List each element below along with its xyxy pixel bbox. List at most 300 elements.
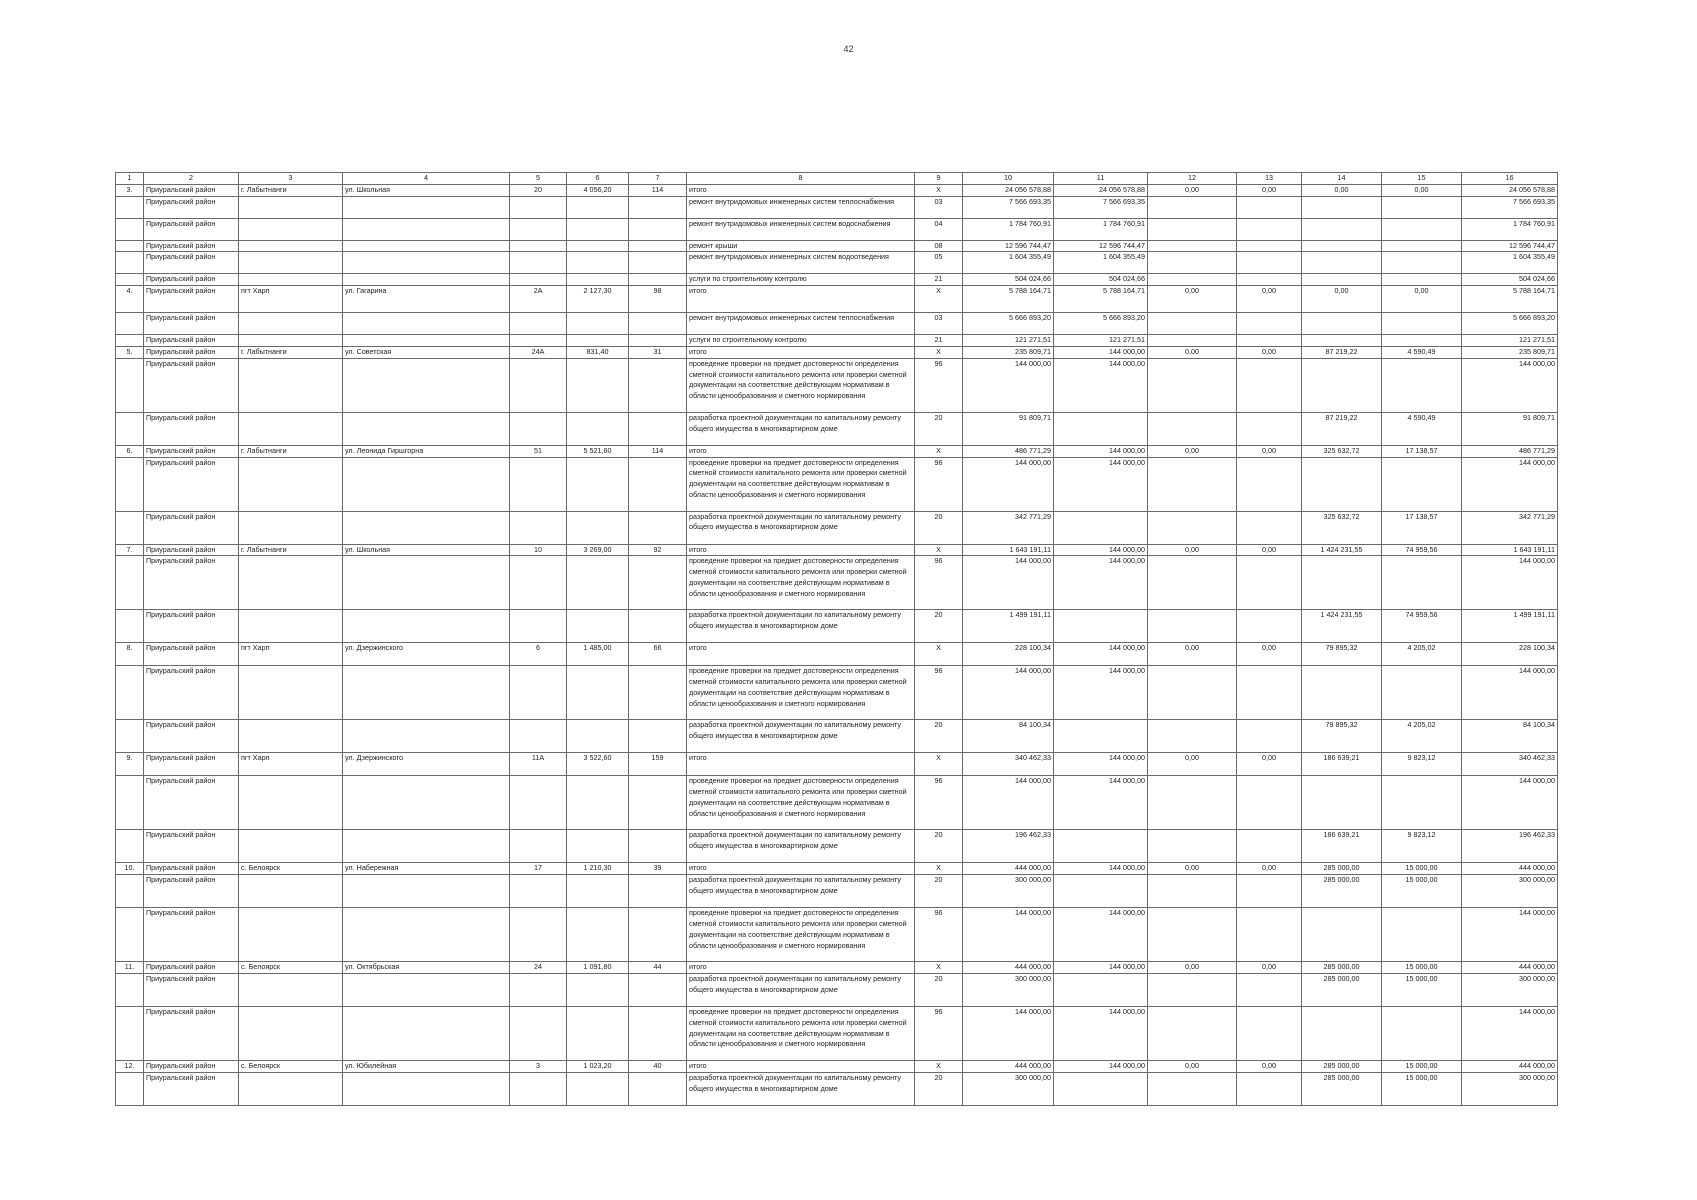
table-row <box>116 544 1558 556</box>
cell-total-cost: 144 000,00 <box>963 457 1054 511</box>
cell-work-type: проведение проверки на предмет достоверности определения сметной стоимости капитального ремонта или проверки сметной документации на соответствие действующим нормативам в области ценообразования и сметного нормирования <box>687 1006 915 1060</box>
cell-total-cost: 196 462,33 <box>963 830 1054 863</box>
cell-budget-cost-2: 0,00 <box>1237 643 1302 666</box>
cell-budget-cost-2 <box>1237 875 1302 908</box>
cell-budget-cost-1 <box>1148 1072 1237 1105</box>
column-number-2: 2 <box>144 173 239 185</box>
cell-area: 5 521,60 <box>567 445 629 457</box>
cell-residents <box>629 973 687 1006</box>
cell-residents <box>629 720 687 753</box>
cell-owners-cost: 325 632,72 <box>1302 511 1382 544</box>
cell-budget-cost-1 <box>1148 335 1237 347</box>
cell-fund-cost: 144 000,00 <box>1054 962 1148 974</box>
cell-fund-cost: 5 666 893,20 <box>1054 313 1148 335</box>
table-row <box>116 412 1558 445</box>
cell-area: 831,40 <box>567 346 629 358</box>
cell-house-number <box>510 610 567 643</box>
cell-grand-total: 444 000,00 <box>1462 863 1558 875</box>
cell-fund-cost <box>1054 511 1148 544</box>
cell-street <box>343 666 510 720</box>
cell-residents: 114 <box>629 445 687 457</box>
cell-grand-total: 24 056 578,88 <box>1462 184 1558 196</box>
cell-area: 2 127,30 <box>567 286 629 313</box>
cell-row-number: 8. <box>116 643 144 666</box>
cell-work-type: проведение проверки на предмет достоверности определения сметной стоимости капитального ремонта или проверки сметной документации на соответствие действующим нормативам в области ценообразования и сметного нормирования <box>687 776 915 830</box>
cell-area <box>567 335 629 347</box>
cell-row-number <box>116 457 144 511</box>
cell-row-number: 4. <box>116 286 144 313</box>
cell-grand-total: 340 462,33 <box>1462 753 1558 776</box>
cell-other-cost <box>1382 457 1462 511</box>
table-row <box>116 973 1558 1006</box>
cell-budget-cost-2: 0,00 <box>1237 753 1302 776</box>
cell-work-type: услуги по строительному контролю <box>687 274 915 286</box>
cell-settlement <box>239 218 343 240</box>
cell-residents: 66 <box>629 643 687 666</box>
cell-house-number <box>510 358 567 412</box>
cell-owners-cost: 325 632,72 <box>1302 445 1382 457</box>
cell-total-cost: 5 788 164,71 <box>963 286 1054 313</box>
cell-owners-cost: 186 639,21 <box>1302 830 1382 863</box>
table-row <box>116 335 1558 347</box>
table-row <box>116 753 1558 776</box>
column-number-8: 8 <box>687 173 915 185</box>
cell-grand-total: 486 771,29 <box>1462 445 1558 457</box>
cell-fund-cost: 1 784 760,91 <box>1054 218 1148 240</box>
cell-municipality: Приуральский район <box>144 313 239 335</box>
cell-budget-cost-2 <box>1237 218 1302 240</box>
table-row <box>116 1072 1558 1105</box>
cell-fund-cost <box>1054 1072 1148 1105</box>
cell-residents <box>629 511 687 544</box>
cell-municipality: Приуральский район <box>144 184 239 196</box>
cell-fund-cost <box>1054 720 1148 753</box>
cell-total-cost: 7 566 693,35 <box>963 196 1054 218</box>
cell-work-type: ремонт внутридомовых инженерных систем водоснабжения <box>687 218 915 240</box>
cell-street <box>343 274 510 286</box>
cell-municipality: Приуральский район <box>144 544 239 556</box>
cell-work-code: 20 <box>915 1072 963 1105</box>
cell-budget-cost-1 <box>1148 218 1237 240</box>
cell-budget-cost-2 <box>1237 457 1302 511</box>
cell-street <box>343 457 510 511</box>
cell-fund-cost: 121 271,51 <box>1054 335 1148 347</box>
cell-area: 1 023,20 <box>567 1060 629 1072</box>
cell-area <box>567 457 629 511</box>
cell-total-cost: 228 100,34 <box>963 643 1054 666</box>
cell-total-cost: 91 809,71 <box>963 412 1054 445</box>
table-row <box>116 218 1558 240</box>
cell-work-code: Х <box>915 286 963 313</box>
cell-residents: 98 <box>629 286 687 313</box>
cell-residents <box>629 196 687 218</box>
cell-other-cost <box>1382 240 1462 252</box>
cell-work-type: разработка проектной документации по капитальному ремонту общего имущества в многоквартирном доме <box>687 610 915 643</box>
table-row <box>116 184 1558 196</box>
cell-total-cost: 84 100,34 <box>963 720 1054 753</box>
cell-municipality: Приуральский район <box>144 252 239 274</box>
cell-row-number <box>116 1006 144 1060</box>
column-number-16: 16 <box>1462 173 1558 185</box>
cell-house-number: 51 <box>510 445 567 457</box>
cell-grand-total: 5 788 164,71 <box>1462 286 1558 313</box>
cell-residents: 114 <box>629 184 687 196</box>
cell-budget-cost-1 <box>1148 412 1237 445</box>
cell-work-type: услуги по строительному контролю <box>687 335 915 347</box>
cell-municipality: Приуральский район <box>144 863 239 875</box>
cell-other-cost: 15 000,00 <box>1382 962 1462 974</box>
cell-row-number: 5. <box>116 346 144 358</box>
cell-other-cost <box>1382 274 1462 286</box>
cell-residents <box>629 666 687 720</box>
cell-budget-cost-2 <box>1237 252 1302 274</box>
cell-street: ул. Дзержинского <box>343 753 510 776</box>
column-number-row <box>116 173 1558 185</box>
cell-street <box>343 610 510 643</box>
cell-municipality: Приуральский район <box>144 196 239 218</box>
cell-other-cost: 4 590,49 <box>1382 412 1462 445</box>
cell-municipality: Приуральский район <box>144 412 239 445</box>
cell-settlement: пгт Харп <box>239 286 343 313</box>
cell-fund-cost: 144 000,00 <box>1054 753 1148 776</box>
cell-owners-cost <box>1302 666 1382 720</box>
cell-fund-cost: 144 000,00 <box>1054 1060 1148 1072</box>
cell-work-code: Х <box>915 184 963 196</box>
cell-settlement <box>239 1072 343 1105</box>
cell-budget-cost-1 <box>1148 666 1237 720</box>
cell-house-number: 17 <box>510 863 567 875</box>
cell-owners-cost: 285 000,00 <box>1302 962 1382 974</box>
cell-municipality: Приуральский район <box>144 1072 239 1105</box>
cell-street <box>343 908 510 962</box>
cell-row-number: 12. <box>116 1060 144 1072</box>
cell-work-type: разработка проектной документации по капитальному ремонту общего имущества в многоквартирном доме <box>687 875 915 908</box>
cell-area <box>567 776 629 830</box>
cell-residents <box>629 218 687 240</box>
cell-other-cost: 74 959,56 <box>1382 544 1462 556</box>
cell-municipality: Приуральский район <box>144 240 239 252</box>
table-row <box>116 457 1558 511</box>
cell-area <box>567 556 629 610</box>
cell-budget-cost-2 <box>1237 511 1302 544</box>
cell-street <box>343 973 510 1006</box>
cell-other-cost: 4 590,49 <box>1382 346 1462 358</box>
cell-settlement: с. Белоярск <box>239 962 343 974</box>
cell-grand-total: 144 000,00 <box>1462 666 1558 720</box>
cell-budget-cost-2: 0,00 <box>1237 962 1302 974</box>
cell-street <box>343 1006 510 1060</box>
cell-settlement <box>239 358 343 412</box>
cell-budget-cost-1: 0,00 <box>1148 286 1237 313</box>
cell-owners-cost <box>1302 218 1382 240</box>
cell-house-number <box>510 274 567 286</box>
cell-owners-cost <box>1302 274 1382 286</box>
cell-street: ул. Советская <box>343 346 510 358</box>
cell-owners-cost: 1 424 231,55 <box>1302 544 1382 556</box>
cell-total-cost: 1 784 760,91 <box>963 218 1054 240</box>
cell-house-number <box>510 720 567 753</box>
cell-fund-cost: 144 000,00 <box>1054 863 1148 875</box>
cell-grand-total: 91 809,71 <box>1462 412 1558 445</box>
cell-work-code: Х <box>915 346 963 358</box>
cell-work-code: 21 <box>915 274 963 286</box>
cell-work-code: 20 <box>915 511 963 544</box>
cell-other-cost: 15 000,00 <box>1382 863 1462 875</box>
cell-grand-total: 228 100,34 <box>1462 643 1558 666</box>
cell-fund-cost: 7 566 693,35 <box>1054 196 1148 218</box>
cell-budget-cost-2 <box>1237 776 1302 830</box>
cell-work-type: итого <box>687 544 915 556</box>
cell-work-code: Х <box>915 643 963 666</box>
cell-residents <box>629 776 687 830</box>
cell-settlement: пгт Харп <box>239 643 343 666</box>
table-row <box>116 445 1558 457</box>
cell-total-cost: 340 462,33 <box>963 753 1054 776</box>
cell-fund-cost: 144 000,00 <box>1054 544 1148 556</box>
cell-total-cost: 300 000,00 <box>963 875 1054 908</box>
cell-owners-cost: 285 000,00 <box>1302 1060 1382 1072</box>
cell-residents <box>629 1006 687 1060</box>
cell-area: 3 522,60 <box>567 753 629 776</box>
cell-area <box>567 610 629 643</box>
cell-grand-total: 444 000,00 <box>1462 962 1558 974</box>
cell-row-number <box>116 666 144 720</box>
cell-settlement <box>239 335 343 347</box>
cell-grand-total: 504 024,66 <box>1462 274 1558 286</box>
cell-work-code: 20 <box>915 875 963 908</box>
cell-settlement <box>239 252 343 274</box>
cell-work-type: ремонт внутридомовых инженерных систем водоотведения <box>687 252 915 274</box>
cell-house-number: 11А <box>510 753 567 776</box>
cell-other-cost: 74 959,56 <box>1382 610 1462 643</box>
capital-repair-table <box>115 172 1558 1106</box>
cell-total-cost: 24 056 578,88 <box>963 184 1054 196</box>
cell-other-cost <box>1382 358 1462 412</box>
cell-municipality: Приуральский район <box>144 511 239 544</box>
cell-owners-cost <box>1302 335 1382 347</box>
table-row <box>116 240 1558 252</box>
cell-row-number: 3. <box>116 184 144 196</box>
column-number-13: 13 <box>1237 173 1302 185</box>
cell-area <box>567 252 629 274</box>
cell-budget-cost-1 <box>1148 720 1237 753</box>
cell-residents: 39 <box>629 863 687 875</box>
cell-street: ул. Октябрьская <box>343 962 510 974</box>
cell-work-code: 96 <box>915 666 963 720</box>
cell-owners-cost: 79 895,32 <box>1302 720 1382 753</box>
cell-other-cost <box>1382 776 1462 830</box>
cell-budget-cost-1: 0,00 <box>1148 544 1237 556</box>
table-body <box>116 184 1558 1105</box>
cell-work-type: итого <box>687 445 915 457</box>
cell-work-code: Х <box>915 445 963 457</box>
cell-owners-cost: 285 000,00 <box>1302 875 1382 908</box>
column-number-3: 3 <box>239 173 343 185</box>
cell-grand-total: 1 784 760,91 <box>1462 218 1558 240</box>
cell-work-code: 96 <box>915 908 963 962</box>
cell-budget-cost-1 <box>1148 776 1237 830</box>
cell-row-number <box>116 252 144 274</box>
cell-row-number: 9. <box>116 753 144 776</box>
cell-owners-cost: 285 000,00 <box>1302 1072 1382 1105</box>
cell-house-number <box>510 1006 567 1060</box>
cell-area <box>567 358 629 412</box>
cell-street <box>343 252 510 274</box>
cell-settlement <box>239 973 343 1006</box>
cell-row-number: 11. <box>116 962 144 974</box>
cell-area <box>567 1072 629 1105</box>
cell-total-cost: 144 000,00 <box>963 556 1054 610</box>
cell-grand-total: 1 643 191,11 <box>1462 544 1558 556</box>
cell-fund-cost: 12 596 744,47 <box>1054 240 1148 252</box>
cell-municipality: Приуральский район <box>144 875 239 908</box>
cell-budget-cost-1 <box>1148 274 1237 286</box>
cell-total-cost: 504 024,66 <box>963 274 1054 286</box>
cell-street <box>343 218 510 240</box>
cell-residents <box>629 556 687 610</box>
cell-grand-total: 144 000,00 <box>1462 1006 1558 1060</box>
cell-total-cost: 444 000,00 <box>963 1060 1054 1072</box>
cell-fund-cost: 144 000,00 <box>1054 457 1148 511</box>
cell-work-type: проведение проверки на предмет достоверности определения сметной стоимости капитального ремонта или проверки сметной документации на соответствие действующим нормативам в области ценообразования и сметного нормирования <box>687 908 915 962</box>
cell-municipality: Приуральский район <box>144 1060 239 1072</box>
cell-other-cost: 15 000,00 <box>1382 875 1462 908</box>
cell-residents <box>629 830 687 863</box>
table-row <box>116 908 1558 962</box>
cell-budget-cost-2 <box>1237 412 1302 445</box>
cell-budget-cost-2 <box>1237 313 1302 335</box>
cell-row-number <box>116 358 144 412</box>
cell-residents: 31 <box>629 346 687 358</box>
cell-grand-total: 1 499 191,11 <box>1462 610 1558 643</box>
cell-row-number <box>116 218 144 240</box>
table-row <box>116 252 1558 274</box>
cell-total-cost: 342 771,29 <box>963 511 1054 544</box>
cell-residents <box>629 274 687 286</box>
cell-house-number: 24А <box>510 346 567 358</box>
cell-other-cost: 0,00 <box>1382 184 1462 196</box>
cell-street <box>343 412 510 445</box>
cell-fund-cost: 1 604 355,49 <box>1054 252 1148 274</box>
cell-other-cost: 17 138,57 <box>1382 445 1462 457</box>
cell-other-cost: 15 000,00 <box>1382 1060 1462 1072</box>
table-row <box>116 358 1558 412</box>
cell-residents <box>629 875 687 908</box>
cell-budget-cost-1 <box>1148 457 1237 511</box>
cell-owners-cost: 79 895,32 <box>1302 643 1382 666</box>
cell-work-code: 03 <box>915 196 963 218</box>
cell-total-cost: 121 271,51 <box>963 335 1054 347</box>
cell-residents <box>629 335 687 347</box>
cell-area <box>567 830 629 863</box>
cell-owners-cost: 1 424 231,55 <box>1302 610 1382 643</box>
table-row <box>116 875 1558 908</box>
cell-house-number <box>510 412 567 445</box>
cell-owners-cost: 0,00 <box>1302 286 1382 313</box>
cell-grand-total: 144 000,00 <box>1462 908 1558 962</box>
cell-settlement <box>239 720 343 753</box>
cell-budget-cost-2 <box>1237 240 1302 252</box>
cell-area: 4 056,20 <box>567 184 629 196</box>
cell-other-cost: 15 000,00 <box>1382 1072 1462 1105</box>
cell-municipality: Приуральский район <box>144 908 239 962</box>
cell-owners-cost: 285 000,00 <box>1302 863 1382 875</box>
table-row <box>116 666 1558 720</box>
cell-area: 1 091,80 <box>567 962 629 974</box>
table-row <box>116 511 1558 544</box>
cell-municipality: Приуральский район <box>144 556 239 610</box>
cell-budget-cost-1 <box>1148 556 1237 610</box>
cell-street: ул. Гагарина <box>343 286 510 313</box>
column-number-11: 11 <box>1054 173 1148 185</box>
cell-owners-cost: 186 639,21 <box>1302 753 1382 776</box>
table-row <box>116 286 1558 313</box>
cell-work-code: 96 <box>915 556 963 610</box>
cell-area <box>567 973 629 1006</box>
cell-house-number <box>510 776 567 830</box>
cell-area <box>567 1006 629 1060</box>
cell-work-type: проведение проверки на предмет достоверности определения сметной стоимости капитального ремонта или проверки сметной документации на соответствие действующим нормативам в области ценообразования и сметного нормирования <box>687 666 915 720</box>
cell-house-number: 6 <box>510 643 567 666</box>
table-row <box>116 720 1558 753</box>
cell-residents: 40 <box>629 1060 687 1072</box>
table-row <box>116 1006 1558 1060</box>
cell-budget-cost-2 <box>1237 274 1302 286</box>
cell-budget-cost-2 <box>1237 196 1302 218</box>
cell-grand-total: 121 271,51 <box>1462 335 1558 347</box>
cell-budget-cost-1: 0,00 <box>1148 1060 1237 1072</box>
cell-municipality: Приуральский район <box>144 286 239 313</box>
cell-budget-cost-1 <box>1148 875 1237 908</box>
cell-work-code: 21 <box>915 335 963 347</box>
cell-municipality: Приуральский район <box>144 445 239 457</box>
cell-municipality: Приуральский район <box>144 720 239 753</box>
cell-row-number <box>116 196 144 218</box>
cell-work-type: итого <box>687 962 915 974</box>
cell-settlement <box>239 313 343 335</box>
cell-owners-cost <box>1302 457 1382 511</box>
cell-residents <box>629 313 687 335</box>
cell-owners-cost <box>1302 252 1382 274</box>
cell-settlement: г. Лабытнанги <box>239 445 343 457</box>
cell-work-code: 20 <box>915 830 963 863</box>
cell-row-number: 6. <box>116 445 144 457</box>
table-row <box>116 346 1558 358</box>
cell-house-number <box>510 457 567 511</box>
table-row <box>116 1060 1558 1072</box>
cell-municipality: Приуральский район <box>144 643 239 666</box>
cell-owners-cost <box>1302 1006 1382 1060</box>
column-number-10: 10 <box>963 173 1054 185</box>
cell-budget-cost-1 <box>1148 196 1237 218</box>
cell-area <box>567 720 629 753</box>
cell-row-number <box>116 720 144 753</box>
cell-other-cost: 4 205,02 <box>1382 643 1462 666</box>
cell-grand-total: 300 000,00 <box>1462 1072 1558 1105</box>
cell-settlement <box>239 457 343 511</box>
cell-fund-cost <box>1054 830 1148 863</box>
cell-work-code: 20 <box>915 412 963 445</box>
cell-budget-cost-1 <box>1148 973 1237 1006</box>
cell-total-cost: 144 000,00 <box>963 776 1054 830</box>
cell-street: ул. Школьная <box>343 184 510 196</box>
cell-fund-cost <box>1054 973 1148 1006</box>
column-number-1: 1 <box>116 173 144 185</box>
cell-grand-total: 300 000,00 <box>1462 875 1558 908</box>
cell-area <box>567 908 629 962</box>
table-row <box>116 610 1558 643</box>
cell-work-type: разработка проектной документации по капитальному ремонту общего имущества в многоквартирном доме <box>687 1072 915 1105</box>
